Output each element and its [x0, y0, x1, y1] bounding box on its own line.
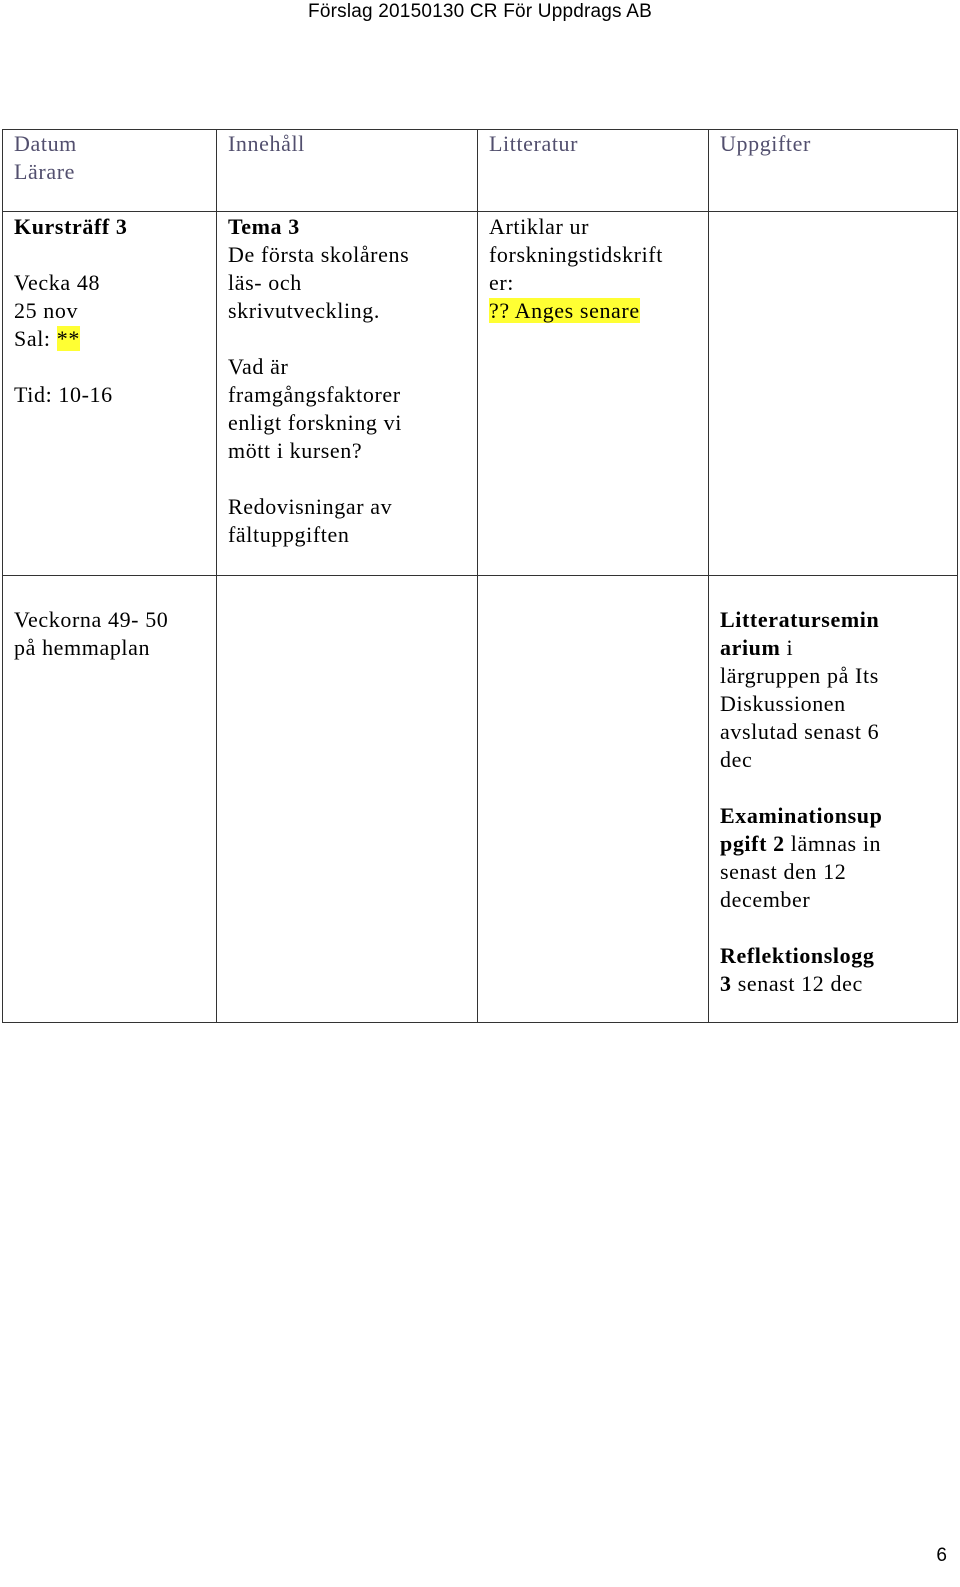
reflektion-title: Reflektionslogg — [720, 943, 875, 968]
table-row — [3, 576, 958, 1023]
question-line: enligt forskning vi — [228, 410, 402, 435]
reflektion-number: 3 — [720, 971, 732, 996]
litteratur-highlight-line — [489, 297, 698, 325]
reflektion-line — [720, 970, 947, 998]
header-datum: Datum — [14, 131, 77, 156]
question-line: Vad är — [228, 354, 289, 379]
cell-litteratur — [478, 212, 709, 576]
redovisning-line: Redovisningar av — [228, 494, 393, 519]
litteratur-line: Artiklar ur — [489, 214, 590, 239]
question-line: mött i kursen? — [228, 438, 363, 463]
seminarium-line: dec — [720, 747, 753, 772]
header-datum-larare — [3, 130, 217, 212]
cell-litteratur-empty — [478, 576, 709, 1023]
cell-innehall — [217, 212, 478, 576]
litteratur-highlight: ?? Anges senare — [489, 298, 640, 323]
examination-title-line2 — [720, 830, 947, 858]
tema-desc-line: De första skolårens — [228, 242, 410, 267]
seminarium-line: lärgruppen på Its — [720, 663, 879, 688]
header-larare: Lärare — [14, 159, 75, 184]
seminarium-title-end: arium — [720, 635, 781, 660]
cell-datum-veckorna — [3, 576, 217, 1023]
table-header-row — [3, 130, 958, 212]
cell-uppgifter — [709, 576, 958, 1023]
examination-line: senast den 12 — [720, 859, 847, 884]
cell-innehall-empty — [217, 576, 478, 1023]
schedule-table — [2, 129, 958, 1023]
examination-rest: lämnas in — [784, 831, 882, 856]
examination-title-end: pgift 2 — [720, 831, 785, 856]
veckorna-line: på hemmaplan — [14, 635, 151, 660]
header-litteratur: Litteratur — [478, 130, 709, 212]
sal-label: Sal: — [14, 326, 57, 351]
examination-title: Examinationsup — [720, 803, 883, 828]
page-header: Förslag 20150130 CR För Uppdrags AB — [308, 1, 652, 22]
seminarium-line: avslutad senast 6 — [720, 719, 880, 744]
examination-line: december — [720, 887, 811, 912]
seminarium-title-line2 — [720, 634, 947, 662]
seminarium-title: Litteratursemin — [720, 607, 880, 632]
table-row — [3, 212, 958, 576]
tema-desc-line: skrivutveckling. — [228, 298, 380, 323]
veckorna-line: Veckorna 49- 50 — [14, 607, 169, 632]
seminarium-rest: i — [780, 635, 794, 660]
seminarium-line: Diskussionen — [720, 691, 846, 716]
redovisning-line: fältuppgiften — [228, 522, 350, 547]
sal-value: ** — [56, 326, 80, 351]
question-line: framgångsfaktorer — [228, 382, 401, 407]
date-text: 25 nov — [14, 298, 79, 323]
header-innehall: Innehåll — [217, 130, 478, 212]
reflektion-rest: senast 12 dec — [731, 971, 863, 996]
litteratur-line: er: — [489, 270, 515, 295]
kurstraff-title: Kursträff 3 — [14, 214, 128, 239]
sal-line — [14, 325, 206, 353]
vecka-text: Vecka 48 — [14, 270, 101, 295]
tema-desc-line: läs- och — [228, 270, 302, 295]
litteratur-line: forskningstidskrift — [489, 242, 663, 267]
cell-uppgifter-empty — [709, 212, 958, 576]
header-uppgifter: Uppgifter — [709, 130, 958, 212]
page-number: 6 — [936, 1545, 947, 1566]
cell-datum-kurstraff — [3, 212, 217, 576]
tid-text: Tid: 10-16 — [14, 382, 113, 407]
tema-title: Tema 3 — [228, 214, 300, 239]
